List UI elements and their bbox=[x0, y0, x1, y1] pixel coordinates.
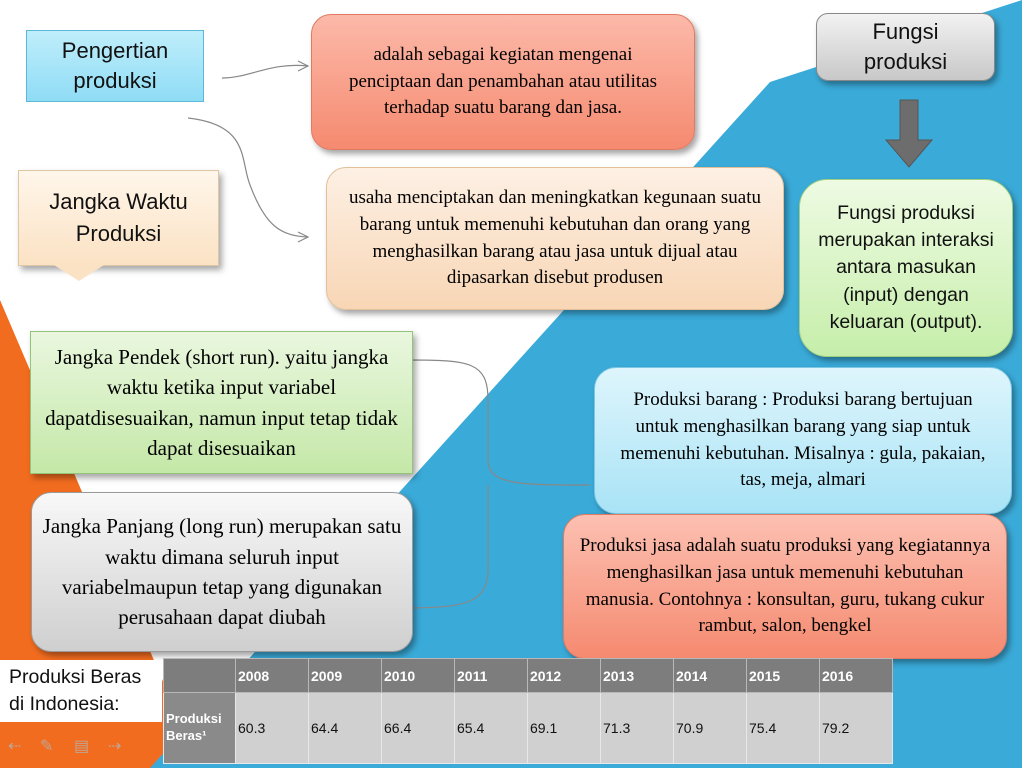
year-header: 2014 bbox=[674, 659, 747, 693]
produksi-barang-text: Produksi barang : Produksi barang bertujuan untuk menghasilkan barang yang siap untuk memenuhi kebutuhan. Misalnya : gula, pakaian, tas, meja, almari bbox=[620, 389, 986, 491]
table-label-text: Produksi Beras di Indonesia: bbox=[9, 665, 142, 715]
table-cell: 60.3 bbox=[236, 693, 309, 764]
table-corner-cell bbox=[164, 659, 236, 693]
table-cell: 66.4 bbox=[382, 693, 455, 764]
definition-text-2: usaha menciptakan dan meningkatkan kegunaan suatu barang untuk memenuhi kebutuhan dan orang yang menghasilkan barang atau jasa untuk dijual atau dipasarkan disebut produsen bbox=[348, 187, 762, 289]
fungsi-description-box bbox=[799, 179, 1013, 357]
jangka-pendek-text: Jangka Pendek (short run). yaitu jangka waktu ketika input variabel dapatdisesuaikan, namun input tetap tidak dapat disesuaikan bbox=[45, 344, 398, 460]
forward-arrow-icon[interactable]: ⇢ bbox=[108, 738, 122, 755]
pen-icon[interactable]: ✎ bbox=[40, 738, 54, 755]
connector-to-definition-1 bbox=[222, 65, 308, 78]
table-cell: 70.9 bbox=[674, 693, 747, 764]
definition-box-1 bbox=[311, 14, 695, 150]
year-header: 2009 bbox=[309, 659, 382, 693]
fungsi-title-box bbox=[816, 13, 995, 81]
year-header: 2012 bbox=[528, 659, 601, 693]
year-header: 2013 bbox=[601, 659, 674, 693]
table-header-row bbox=[164, 659, 893, 693]
pengertian-title-box bbox=[26, 30, 204, 102]
table-cell: 79.2 bbox=[820, 693, 893, 764]
table-cell: 75.4 bbox=[747, 693, 820, 764]
fungsi-description: Fungsi produksi merupakan interaksi antara masukan (input) dengan keluaran (output). bbox=[818, 201, 994, 333]
year-header: 2008 bbox=[236, 659, 309, 693]
year-header: 2016 bbox=[820, 659, 893, 693]
produksi-barang-box bbox=[594, 367, 1012, 514]
menu-icon[interactable]: ▤ bbox=[74, 738, 90, 755]
fungsi-title: Fungsi produksi bbox=[863, 19, 948, 74]
jangka-waktu-callout bbox=[18, 170, 219, 266]
table-cell: 69.1 bbox=[528, 693, 601, 764]
jangka-waktu-title: Jangka Waktu Produksi bbox=[49, 189, 188, 246]
table-cell: 65.4 bbox=[455, 693, 528, 764]
produksi-jasa-text: Produksi jasa adalah suatu produksi yang kegiatannya menghasilkan jasa untuk memenuhi kebutuhan manusia. Contohnya : konsultan, guru, tukang cukur rambut, salon, bengkel bbox=[579, 535, 991, 637]
pengertian-title: Pengertian produksi bbox=[61, 38, 169, 93]
callout-tail bbox=[54, 265, 104, 281]
table-label bbox=[0, 660, 162, 722]
jangka-panjang-box bbox=[31, 492, 413, 652]
definition-box-2 bbox=[326, 167, 784, 310]
table-row bbox=[164, 693, 893, 764]
row-header: Produksi Beras¹ bbox=[164, 693, 236, 764]
jangka-pendek-box bbox=[30, 331, 413, 474]
year-header: 2015 bbox=[747, 659, 820, 693]
table-cell: 71.3 bbox=[601, 693, 674, 764]
year-header: 2011 bbox=[455, 659, 528, 693]
rice-production-table bbox=[163, 658, 893, 764]
back-arrow-icon[interactable]: ⇠ bbox=[8, 738, 22, 755]
produksi-jasa-box bbox=[563, 514, 1007, 659]
table-cell: 64.4 bbox=[309, 693, 382, 764]
definition-text-1: adalah sebagai kegiatan mengenai penciptaan dan penambahan atau utilitas terhadap suatu barang dan jasa. bbox=[348, 44, 658, 119]
year-header: 2010 bbox=[382, 659, 455, 693]
jangka-panjang-text: Jangka Panjang (long run) merupakan satu waktu dimana seluruh input variabelmaupun tetap yang digunakan perusahaan dapat diubah bbox=[42, 514, 402, 630]
